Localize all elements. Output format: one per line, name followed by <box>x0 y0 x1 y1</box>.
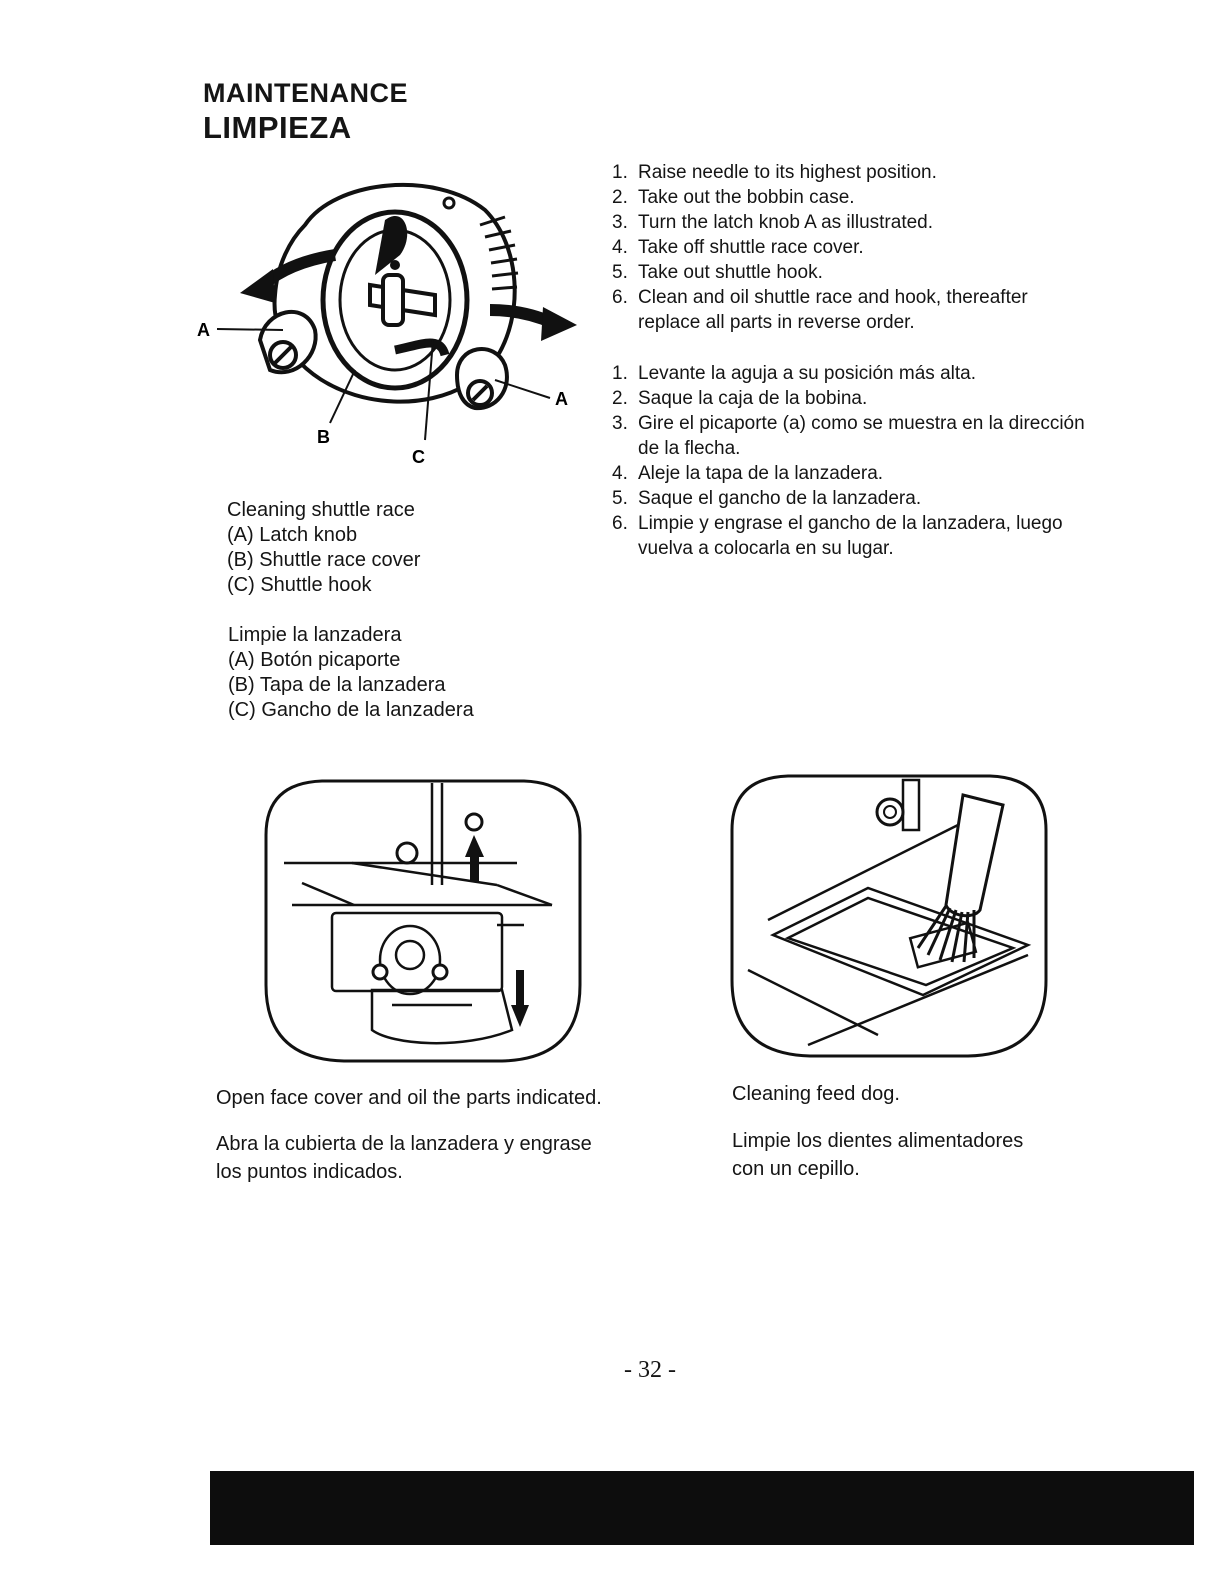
list-item: 5. Take out shuttle hook. <box>612 262 823 283</box>
caption-line: (A) Latch knob <box>227 524 358 546</box>
caption-line: (B) Tapa de la lanzadera <box>228 674 446 696</box>
list-item: 1. Raise needle to its highest position. <box>612 162 937 183</box>
label-a-left: A <box>197 320 210 340</box>
section-title-es: LIMPIEZA <box>203 110 352 145</box>
label-b: B <box>317 427 330 447</box>
list-item: 6. Limpie y engrase el gancho de la lanzadera, luego vuelva a colocarla en su lugar. <box>612 513 1063 559</box>
face-cover-illustration <box>262 775 584 1065</box>
list-item: 1. Levante la aguja a su posición más alta. <box>612 363 976 384</box>
shuttle-race-illustration <box>195 165 585 465</box>
steps-list-en <box>612 160 1112 335</box>
caption-shuttle-en <box>227 498 420 598</box>
caption-line: (C) Gancho de la lanzadera <box>228 699 474 721</box>
caption-line: Abra la cubierta de la lanzadera y engrase <box>216 1133 592 1155</box>
face-cover-caption-es <box>216 1130 592 1186</box>
caption-line: Cleaning shuttle race <box>227 499 415 521</box>
list-item: 6. Clean and oil shuttle race and hook, thereafter replace all parts in reverse order. <box>612 287 1028 333</box>
list-item: 3. Gire el picaporte (a) como se muestra en la dirección de la flecha. <box>612 413 1085 459</box>
steps-list-es <box>612 361 1112 561</box>
face-cover-caption-en: Open face cover and oil the parts indicated. <box>216 1087 602 1109</box>
caption-line: (C) Shuttle hook <box>227 574 372 596</box>
caption-line: Limpie los dientes alimentadores <box>732 1130 1024 1152</box>
caption-line: (A) Botón picaporte <box>228 649 401 671</box>
feed-dog-illustration <box>728 770 1048 1060</box>
feed-dog-caption-en: Cleaning feed dog. <box>732 1083 900 1105</box>
page-number: - 32 - <box>624 1357 676 1383</box>
list-item: 2. Take out the bobbin case. <box>612 187 855 208</box>
feed-dog-caption-es <box>732 1127 1023 1183</box>
list-item: 3. Turn the latch knob A as illustrated. <box>612 212 934 233</box>
list-item: 2. Saque la caja de la bobina. <box>612 388 868 409</box>
footer-bar <box>210 1471 1194 1545</box>
caption-shuttle-es <box>228 623 474 723</box>
caption-line: (B) Shuttle race cover <box>227 549 421 571</box>
caption-line: con un cepillo. <box>732 1158 860 1180</box>
caption-line: Limpie la lanzadera <box>228 624 402 646</box>
list-item: 4. Take off shuttle race cover. <box>612 237 864 258</box>
list-item: 5. Saque el gancho de la lanzadera. <box>612 488 922 509</box>
list-item: 4. Aleje la tapa de la lanzadera. <box>612 463 884 484</box>
label-c: C <box>412 447 425 465</box>
label-a-right: A <box>555 389 568 409</box>
caption-line: los puntos indicados. <box>216 1161 403 1183</box>
section-title-en: MAINTENANCE <box>203 78 408 108</box>
